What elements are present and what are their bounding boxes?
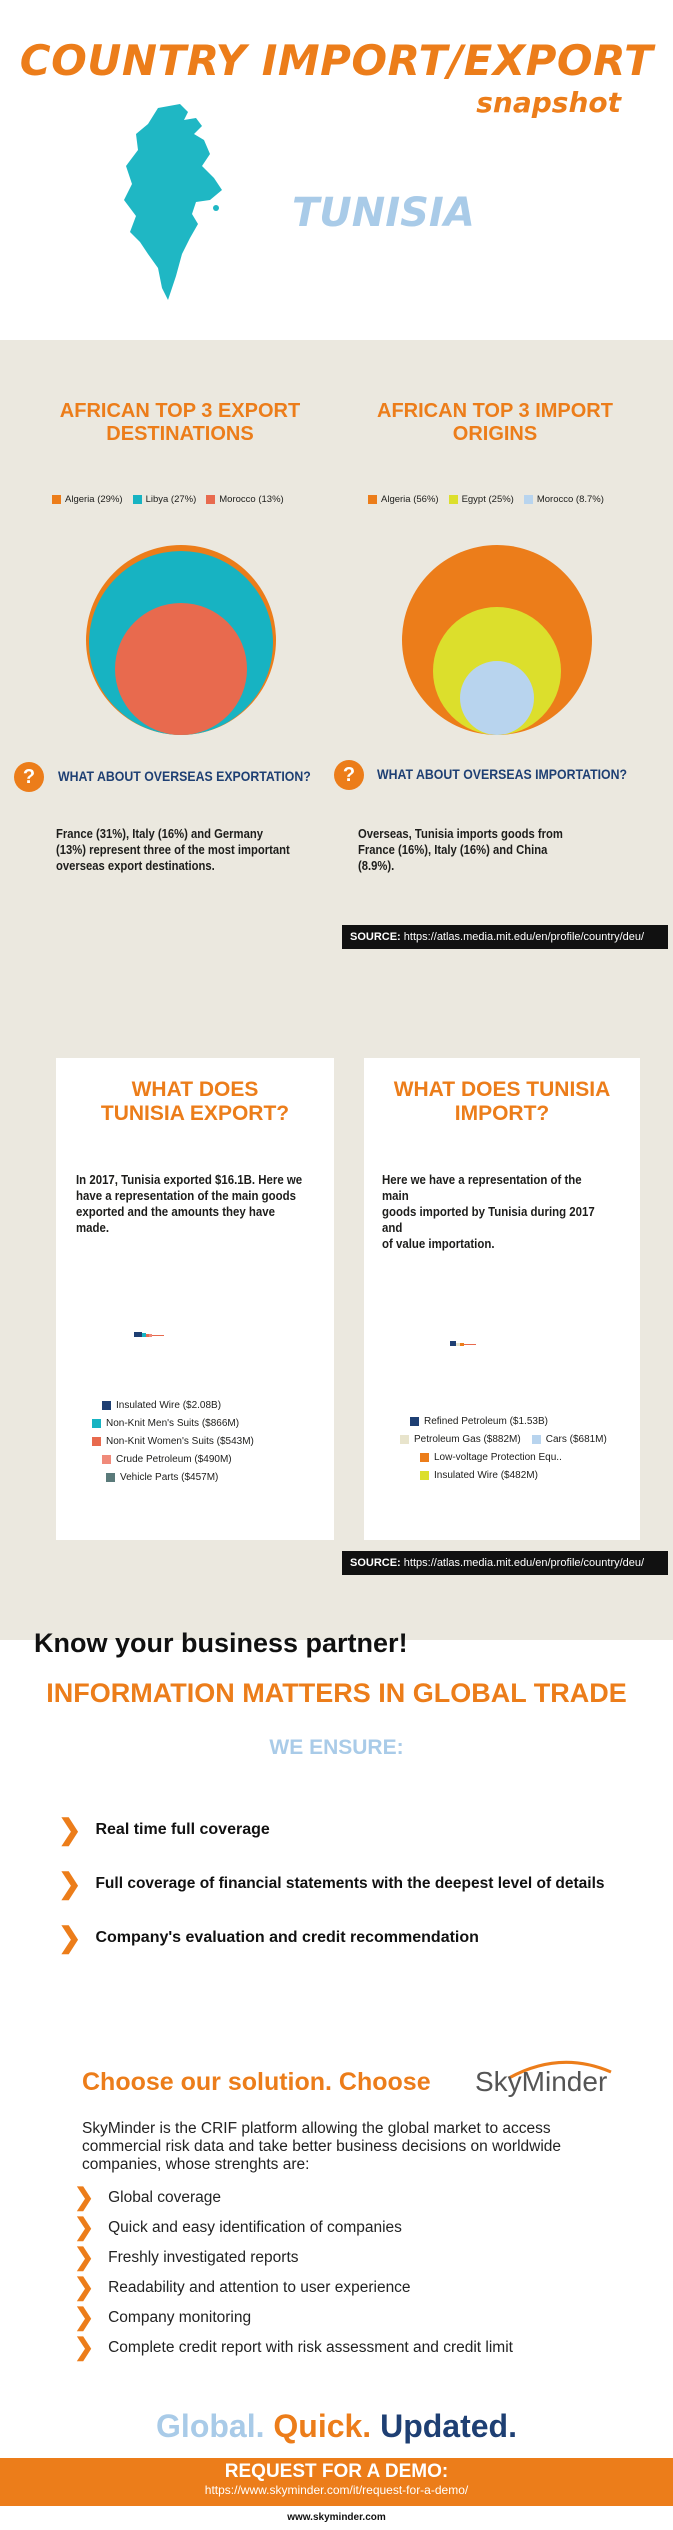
treemap-cell — [460, 1343, 464, 1346]
skyminder-logo: SkyMinder — [475, 2066, 608, 2097]
overseas-import-title: WHAT ABOUT OVERSEAS IMPORTATION? — [377, 766, 628, 782]
feature-item: ❯ Quick and easy identification of companies — [74, 2214, 402, 2241]
feature-item: ❯ Company monitoring — [74, 2304, 252, 2331]
choose-heading: Choose our solution. Choose — [82, 2068, 431, 2096]
legend-item: Algeria (56%) — [368, 494, 439, 505]
export-treemap — [134, 1332, 174, 1338]
solution-section — [0, 2022, 673, 2530]
question-icon: ? — [14, 762, 44, 792]
solution-intro: SkyMinder is the CRIF platform allowing the global market to access commercial risk data and take better business decisions on worldwide companies, whose strenghts are: — [82, 2120, 562, 2173]
header — [0, 0, 673, 340]
chevron-right-icon: ❯ — [58, 1868, 82, 1899]
import-card-text: Here we have a representation of the main goods imported by Tunisia during 2017 and of value importation. — [382, 1172, 595, 1251]
country-name: TUNISIA — [292, 190, 475, 236]
chevron-right-icon: ❯ — [58, 1814, 82, 1845]
treemap-cell — [450, 1341, 456, 1346]
ensure-item: ❯ Company's evaluation and credit recommendation — [58, 1922, 479, 1953]
export-card-legend — [92, 1400, 254, 1490]
ensure-item: ❯ Real time full coverage — [58, 1814, 270, 1845]
legend-item: Non-Knit Women's Suits ($543M) — [92, 1436, 254, 1447]
request-demo-banner[interactable] — [0, 2458, 673, 2506]
bubble-morocco — [460, 661, 534, 735]
overseas-export-title: WHAT ABOUT OVERSEAS EXPORTATION? — [58, 768, 311, 784]
demo-link[interactable]: https://www.skyminder.com/it/request-for-a-demo/ — [204, 2483, 469, 2497]
legend-item: Crude Petroleum ($490M) — [102, 1454, 254, 1465]
legend-item: Algeria (29%) — [52, 494, 123, 505]
chevron-right-icon: ❯ — [74, 2334, 95, 2361]
legend-item: Morocco (8.7%) — [524, 494, 604, 505]
import-chart-legend — [368, 494, 604, 505]
export-bubble-chart — [76, 540, 286, 740]
overseas-import-text: Overseas, Tunisia imports goods from France (16%), Italy (16%) and China (8.9%). — [358, 827, 563, 873]
import-chart-title: AFRICAN TOP 3 IMPORT ORIGINS — [377, 400, 613, 445]
chevron-right-icon: ❯ — [74, 2244, 95, 2271]
promo-subheading: INFORMATION MATTERS IN GLOBAL TRADE — [46, 1678, 627, 1708]
treemap-cell — [464, 1344, 476, 1345]
import-bubble-chart — [392, 540, 602, 740]
treemap-cell — [149, 1334, 152, 1337]
footer-link[interactable]: www.skyminder.com — [287, 2512, 386, 2523]
legend-item: Insulated Wire ($2.08B) — [102, 1400, 254, 1411]
legend-item: Non-Knit Men's Suits ($866M) — [92, 1418, 254, 1429]
chevron-right-icon: ❯ — [74, 2304, 95, 2331]
chevron-right-icon: ❯ — [58, 1922, 82, 1953]
source-link[interactable]: https://atlas.media.mit.edu/en/profile/country/deu/ — [403, 1557, 645, 1569]
legend-item: Vehicle Parts ($457M) — [106, 1472, 254, 1483]
source-bar: SOURCE: https://atlas.media.mit.edu/en/profile/country/deu/ — [342, 1551, 668, 1575]
page-title: COUNTRY IMPORT/EXPORT — [19, 36, 654, 85]
chevron-right-icon: ❯ — [74, 2184, 95, 2211]
legend-item: Libya (27%) — [133, 494, 197, 505]
treemap-cell — [456, 1343, 460, 1346]
legend-item: Morocco (13%) — [206, 494, 283, 505]
page-subtitle: snapshot — [476, 86, 621, 119]
feature-item: ❯ Freshly investigated reports — [74, 2244, 299, 2271]
feature-item: ❯ Complete credit report with risk assessment and credit limit — [74, 2334, 513, 2361]
source-link[interactable]: https://atlas.media.mit.edu/en/profile/country/deu/ — [403, 931, 645, 943]
import-treemap — [450, 1341, 490, 1347]
source-bar: SOURCE: https://atlas.media.mit.edu/en/profile/country/deu/ — [342, 925, 668, 949]
chevron-right-icon: ❯ — [74, 2274, 95, 2301]
import-card-legend — [400, 1416, 607, 1488]
tagline: Global. Quick. Updated. — [156, 2408, 517, 2444]
treemap-cell — [146, 1334, 149, 1337]
legend-item: Low-voltage Protection Equ.. — [420, 1452, 607, 1463]
feature-item: ❯ Readability and attention to user experience — [74, 2274, 411, 2301]
export-card-text: In 2017, Tunisia exported $16.1B. Here we have a representation of the main goods exported and the amounts they have made. — [76, 1172, 303, 1235]
feature-item: ❯ Global coverage — [74, 2184, 221, 2211]
tunisia-map-icon — [118, 104, 238, 304]
promo-heading: Know your business partner! — [34, 1628, 408, 1658]
chevron-right-icon: ❯ — [74, 2214, 95, 2241]
export-card — [56, 1058, 334, 1540]
treemap-cell — [142, 1333, 146, 1337]
bubble-morocco — [115, 603, 247, 735]
ensure-item: ❯ Full coverage of financial statements with the deepest level of details — [58, 1868, 605, 1899]
export-chart-legend — [52, 494, 284, 505]
treemap-cell — [152, 1335, 164, 1336]
demo-title: REQUEST FOR A DEMO: — [224, 2461, 449, 2482]
import-card-title: WHAT DOES TUNISIA IMPORT? — [393, 1078, 611, 1125]
legend-item: Petroleum Gas ($882M) Cars ($681M) — [400, 1434, 607, 1445]
overseas-export-text: France (31%), Italy (16%) and Germany (13%) represent three of the most important overseas export destinations. — [56, 827, 290, 873]
treemap-cell — [134, 1332, 142, 1337]
question-icon: ? — [334, 760, 364, 790]
legend-item: Egypt (25%) — [449, 494, 514, 505]
import-card — [364, 1058, 640, 1540]
legend-item: Insulated Wire ($482M) — [420, 1470, 607, 1481]
export-card-title: WHAT DOES TUNISIA EXPORT? — [100, 1078, 290, 1125]
ensure-heading: WE ENSURE: — [269, 1736, 404, 1759]
export-chart-title: AFRICAN TOP 3 EXPORT DESTINATIONS — [59, 400, 301, 445]
legend-item: Refined Petroleum ($1.53B) — [410, 1416, 607, 1427]
